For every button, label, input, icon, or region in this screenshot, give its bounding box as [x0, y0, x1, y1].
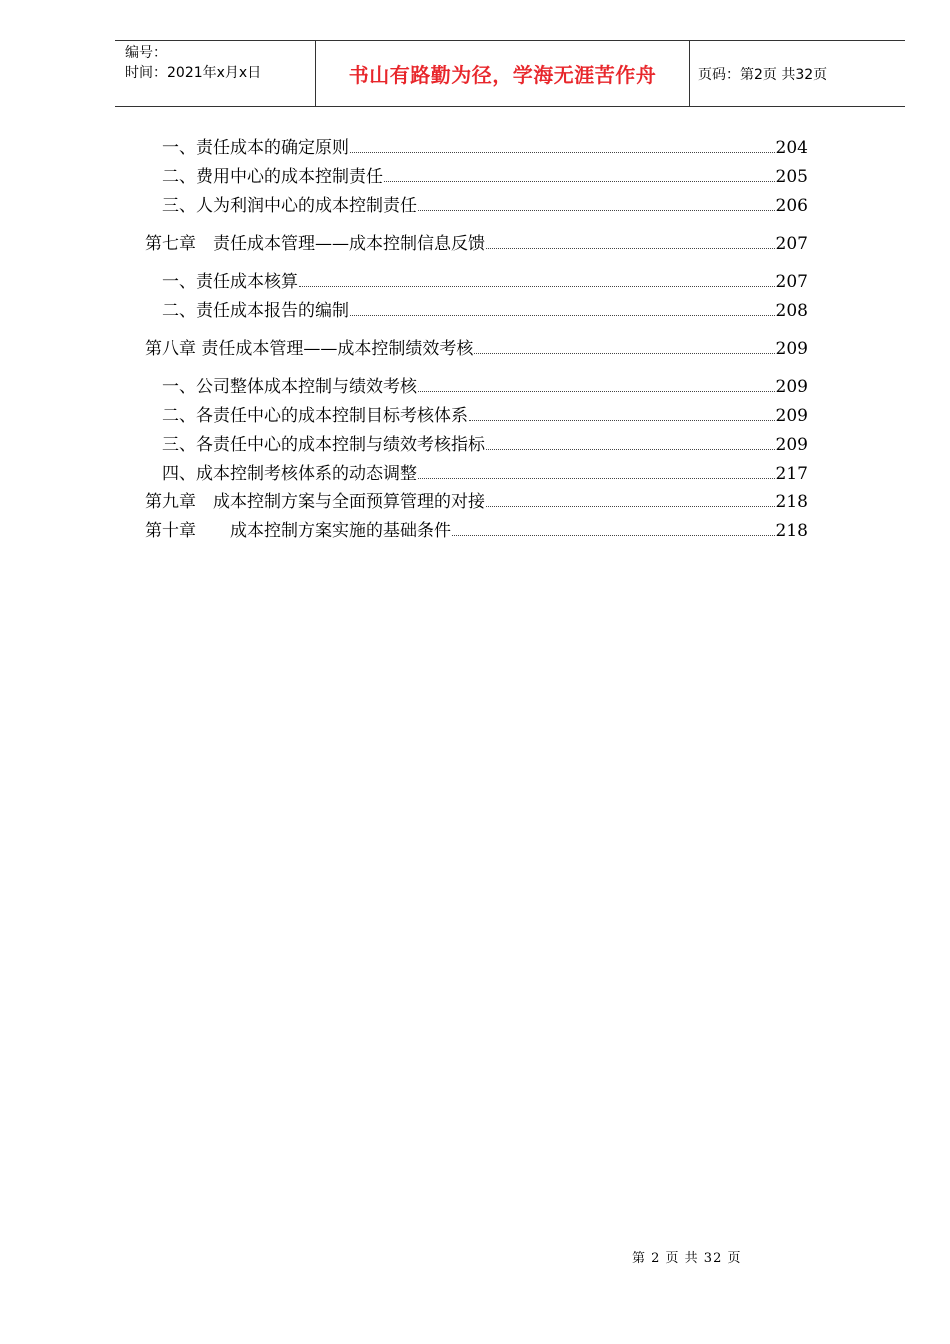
toc-entry-title: 三、各责任中心的成本控制与绩效考核指标: [162, 435, 485, 455]
toc-leader-dots: [350, 151, 775, 153]
toc-entry-page: 209: [775, 377, 808, 397]
toc-entry-page: 209: [775, 339, 808, 359]
toc-entry-page: 207: [775, 234, 808, 254]
toc-entry[interactable]: [162, 462, 808, 486]
toc-entry-page: 208: [775, 301, 808, 321]
toc-entry-page: 205: [775, 167, 808, 187]
toc-entry[interactable]: [162, 270, 808, 294]
toc-leader-dots: [384, 180, 775, 182]
header-meta: [115, 41, 316, 106]
toc-entry-title: 四、成本控制考核体系的动态调整: [162, 464, 417, 484]
toc-entry-page: 218: [775, 492, 808, 512]
toc-chapter-entry[interactable]: [145, 490, 808, 514]
toc-entry-title: 一、责任成本核算: [162, 272, 298, 292]
toc-entry[interactable]: [162, 299, 808, 323]
toc-leader-dots: [350, 314, 775, 316]
toc-entry-title: 二、各责任中心的成本控制目标考核体系: [162, 406, 468, 426]
toc-entry-page: 209: [775, 435, 808, 455]
toc-chapter-entry[interactable]: [145, 519, 808, 543]
toc-leader-dots: [469, 419, 775, 421]
toc-entry-title: 第十章 成本控制方案实施的基础条件: [145, 521, 451, 541]
toc-entry-page: 218: [775, 521, 808, 541]
toc-entry[interactable]: [162, 404, 808, 428]
toc-entry-page: 217: [775, 464, 808, 484]
toc-entry-title: 第八章 责任成本管理——成本控制绩效考核: [145, 339, 474, 359]
toc-entry-title: 第九章 成本控制方案与全面预算管理的对接: [145, 492, 485, 512]
toc-entry-page: 209: [775, 406, 808, 426]
toc-entry-page: 206: [775, 196, 808, 216]
header-motto: 书山有路勤为径，学海无涯苦作舟: [348, 63, 657, 87]
page-footer: 第 2 页 共 32 页: [632, 1251, 742, 1266]
page-header: [115, 40, 905, 107]
toc-entry[interactable]: [162, 165, 808, 189]
toc-entry-title: 二、费用中心的成本控制责任: [162, 167, 383, 187]
toc-entry-title: 一、责任成本的确定原则: [162, 138, 349, 158]
toc-leader-dots: [299, 285, 775, 287]
toc-leader-dots: [418, 390, 775, 392]
header-motto-cell: [316, 41, 690, 106]
toc-entry-page: 204: [775, 138, 808, 158]
toc-leader-dots: [486, 505, 775, 507]
toc-chapter-entry[interactable]: [145, 232, 808, 256]
toc-leader-dots: [474, 352, 774, 354]
toc-entry[interactable]: [162, 136, 808, 160]
toc-entry-title: 三、人为利润中心的成本控制责任: [162, 196, 417, 216]
toc-entry-page: 207: [775, 272, 808, 292]
toc-entry[interactable]: [162, 433, 808, 457]
toc-leader-dots: [486, 448, 775, 450]
toc-chapter-entry[interactable]: [145, 337, 808, 361]
code-label: 编号：: [125, 45, 167, 61]
header-page-label: 页码：第2页 共32页: [698, 66, 828, 83]
toc-leader-dots: [452, 534, 775, 536]
toc-entry-title: 一、公司整体成本控制与绩效考核: [162, 377, 417, 397]
toc-entry[interactable]: [162, 194, 808, 218]
toc-entry-title: 二、责任成本报告的编制: [162, 301, 349, 321]
toc-leader-dots: [486, 247, 775, 249]
toc-entry[interactable]: [162, 375, 808, 399]
toc-leader-dots: [418, 209, 775, 211]
toc-leader-dots: [418, 477, 775, 479]
toc-entry-title: 第七章 责任成本管理——成本控制信息反馈: [145, 234, 485, 254]
header-page-cell: [690, 41, 905, 106]
time-label: 时间：2021年x月x日: [125, 65, 262, 81]
